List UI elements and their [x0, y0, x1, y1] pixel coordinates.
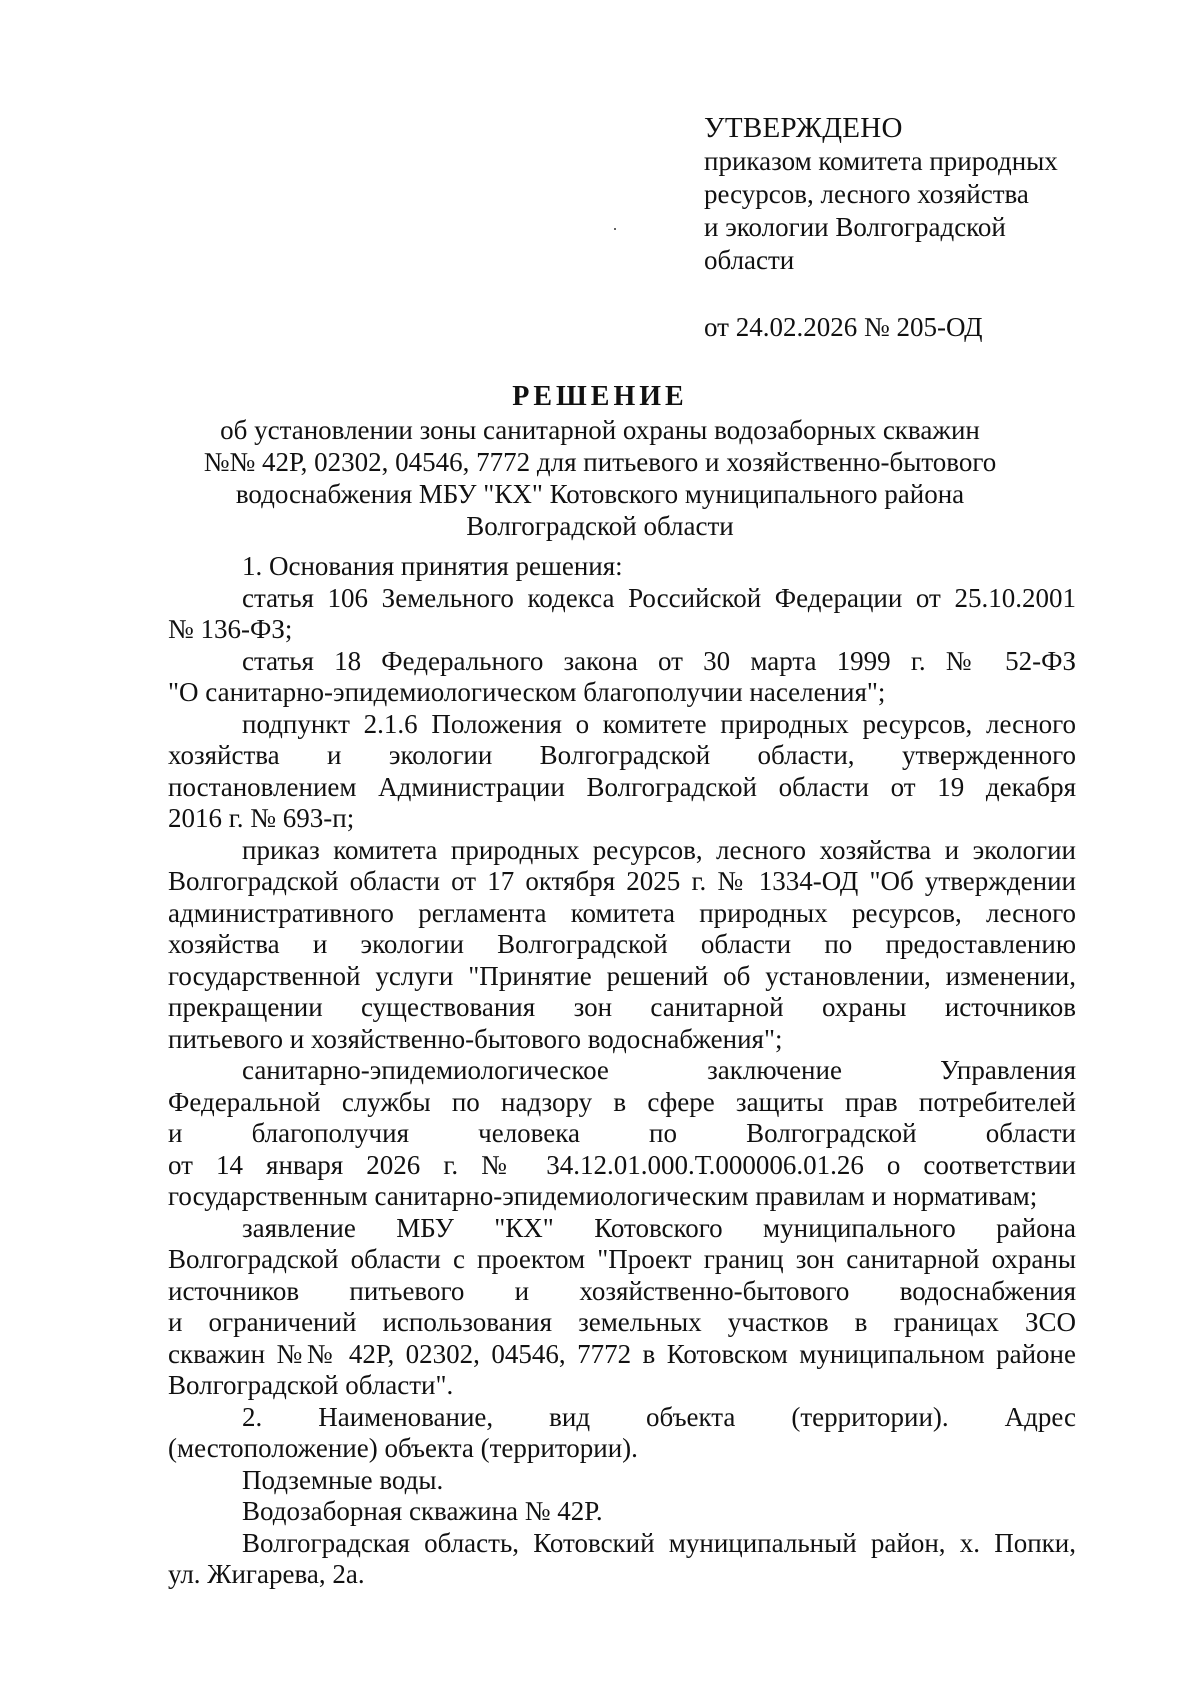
- approval-stamp: [704, 112, 1124, 344]
- subtitle-line: об установлении зоны санитарной охраны водозаборных скважин: [220, 415, 980, 445]
- section-heading: 1. Основания принятия решения:: [242, 551, 623, 581]
- body-line: Волгоградская область, Котовский муниципальный район, х. Попки,: [242, 1527, 1076, 1558]
- body-line: от 14 января 2026 г. № 34.12.01.000.Т.000006.01.26 о соответствии: [168, 1149, 1076, 1180]
- body-line: "О санитарно-эпидемиологическом благополучии населения";: [168, 677, 886, 707]
- body-line: постановлением Администрации Волгоградской области от 19 декабря: [168, 771, 1076, 802]
- body-line: заявление МБУ "КХ" Котовского муниципального района: [242, 1212, 1076, 1243]
- body-line: подпункт 2.1.6 Положения о комитете природных ресурсов, лесного: [242, 708, 1076, 739]
- body-line: скважин №№ 42Р, 02302, 04546, 7772 в Котовском муниципальном районе: [168, 1338, 1076, 1369]
- body-line: санитарно-эпидемиологическое заключение Управления: [242, 1055, 1076, 1085]
- body-line: Волгоградской области с проектом "Проект границ зон санитарной охраны: [168, 1244, 1076, 1274]
- body-line: питьевого и хозяйственно-бытового водоснабжения";: [168, 1023, 783, 1054]
- body-line: приказ комитета природных ресурсов, лесного хозяйства и экологии: [242, 834, 1076, 865]
- approval-date-number: от 24.02.2026 № 205-ОД: [704, 312, 983, 342]
- body-line: прекращении существования зон санитарной охраны источников: [168, 992, 1076, 1022]
- approval-line: области: [704, 245, 795, 275]
- subtitle-line: водоснабжения МБУ "КХ" Котовского муниципального района: [235, 479, 965, 509]
- approval-line: приказом комитета природных: [704, 146, 1058, 176]
- body-line: государственной услуги "Принятие решений об установлении, изменении,: [168, 960, 1076, 991]
- section-heading: 2. Наименование, вид объекта (территории). Адрес: [242, 1401, 1076, 1432]
- subtitle-line: №№ 42Р, 02302, 04546, 7772 для питьевого и хозяйственно-бытового: [203, 447, 997, 477]
- document-title: РЕШЕНИЕ: [512, 381, 688, 412]
- body-line: Федеральной службы по надзору в сфере защиты прав потребителей: [168, 1086, 1076, 1117]
- body-line: Водозаборная скважина № 42Р.: [242, 1496, 603, 1526]
- body-line: Подземные воды.: [242, 1464, 444, 1495]
- body-line: хозяйства и экологии Волгоградской области по предоставлению: [168, 929, 1076, 959]
- body-line: № 136-ФЗ;: [168, 614, 293, 644]
- approval-heading: УТВЕРЖДЕНО: [704, 112, 903, 144]
- document-subtitle: [150, 414, 1050, 542]
- approval-line: ресурсов, лесного хозяйства: [704, 179, 1029, 209]
- body-line: статья 18 Федерального закона от 30 марта 1999 г. № 52-ФЗ: [242, 645, 1076, 676]
- body-line: ул. Жигарева, 2а.: [168, 1559, 365, 1589]
- body-line: хозяйства и экологии Волгоградской области, утвержденного: [168, 740, 1076, 770]
- body-line: административного регламента комитета природных ресурсов, лесного: [168, 897, 1076, 928]
- body-line: Волгоградской области".: [168, 1370, 454, 1400]
- approval-line: и экологии Волгоградской: [704, 212, 1006, 242]
- body-line: государственным санитарно-эпидемиологическим правилам и нормативам;: [168, 1181, 1038, 1211]
- scan-speck: [614, 228, 616, 230]
- body-line: Волгоградской области от 17 октября 2025 г. № 1334-ОД "Об утверждении: [168, 866, 1076, 896]
- subtitle-line: Волгоградской области: [466, 511, 734, 541]
- body-line: источников питьевого и хозяйственно-бытового водоснабжения: [168, 1275, 1076, 1306]
- body-line: (местоположение) объекта (территории).: [168, 1433, 638, 1463]
- body-line: и благополучия человека по Волгоградской области: [168, 1118, 1076, 1148]
- body-line: и ограничений использования земельных участков в границах ЗСО: [168, 1307, 1076, 1337]
- body-line: 2016 г. № 693-п;: [168, 803, 355, 833]
- body-line: статья 106 Земельного кодекса Российской Федерации от 25.10.2001: [242, 582, 1076, 613]
- document-body: [168, 551, 1076, 1591]
